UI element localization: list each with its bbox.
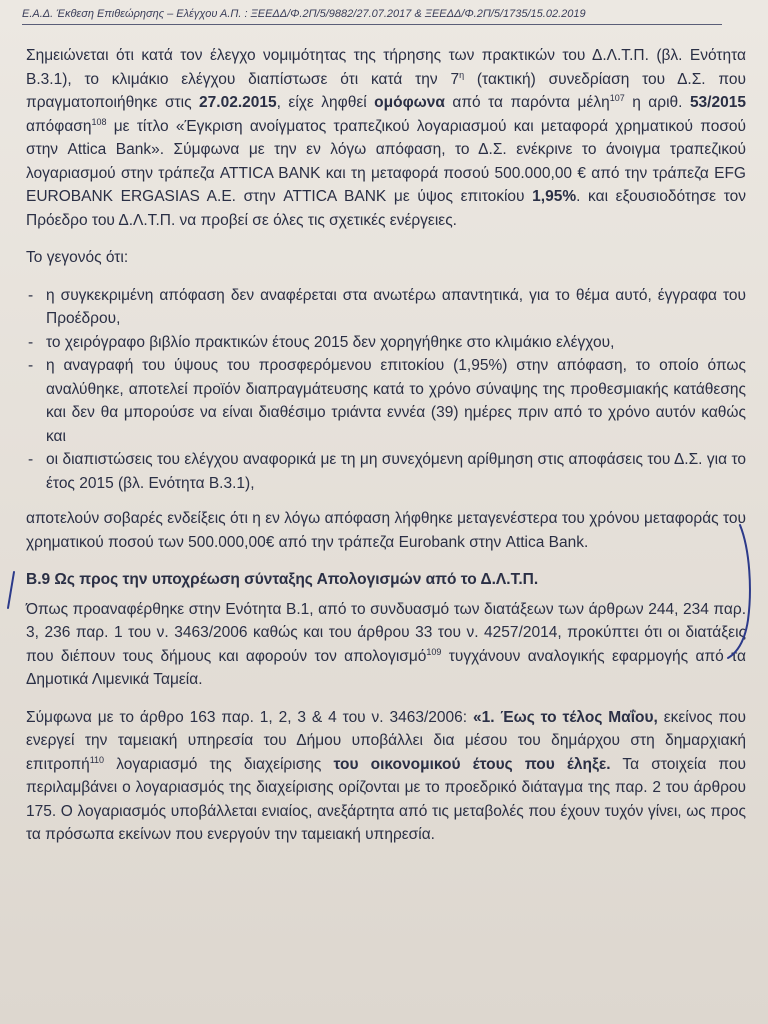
fact-intro: Το γεγονός ότι: — [26, 249, 129, 266]
pen-annotation-mark — [2, 570, 22, 610]
list-item: - η συγκεκριμένη απόφαση δεν αναφέρεται στα ανωτέρω απαντητικά, για το θέμα αυτό, έγγραφα του Προέδρου, — [26, 284, 746, 331]
page-header: Ε.Α.Δ. Έκθεση Επιθεώρησης – Ελέγχου Α.Π. : ΞΕΕΔΔ/Φ.2Π/5/9882/27.07.2017 & ΞΕΕΔΔ/Φ.2Π/5/1735/15.02.2019 — [22, 8, 722, 25]
document-body — [26, 44, 746, 861]
section-paragraph-1: Όπως προαναφέρθηκε στην Ενότητα Β.1, από το συνδυασμό των διατάξεων των άρθρων 244, 234 παρ. 3, 236 παρ. 1 του ν. 3463/2006 καθώς και του άρθρου 33 του ν. 4257/2014, προκύπτει ότι οι διατάξεις που διέπουν τους δήμους και αφορούν τον απολογισμό$^{109}$ τυγχάνουν αναλογικής εφαρμογής από τα Δημοτικά Λιμενικά Ταμεία. — [26, 600, 746, 688]
paragraph-decision: Σημειώνεται ότι κατά τον έλεγχο νομιμότητας της τήρησης των πρακτικών του Δ.Λ.Τ.Π. (βλ. Ενότητα Β.3.1), το κλιμάκιο ελέγχου διαπίστωσε ότι κατά την $7^\eta$ (τακτική) συνεδρίαση του Δ.Σ. που πραγματοποιήθηκε στις 27.02.2015, είχε ληφθεί ομόφωνα από τα παρόντα μέλη$^{107}$ η αριθ. 53/2015 απόφαση$^{108}$ με τίτλο «Έγκριση ανοίγματος τραπεζικού λογαριασμού και μεταφορά χρηματικού ποσού στην Attica Bank». Σύμφωνα με την εν λόγω απόφαση, το Δ.Σ. ενέκρινε το άνοιγμα τραπεζικού λογαριασμού στην τράπεζα ATTICA BANK και τη μεταφορά ποσού 500.000,00 € από την τράπεζα EFG EUROBANK ERGASIAS A.E. στην ATTICA BANK με ύψος επιτοκίου 1,95%. και εξουσιοδότησε τον Πρόεδρο του Δ.Λ.Τ.Π. να προβεί σε όλες τις σχετικές ενέργειες. — [26, 47, 746, 229]
list-item: - η αναγραφή του ύψους του προσφερόμενου επιτοκίου (1,95%) στην απόφαση, το οποίο όπως αναλύθηκε, αποτελεί προϊόν διαπραγμάτευσης κατά το χρόνο σύναψης της προθεσμιακής κατάθεσης και δεν θα μπορούσε να είναι διαθέσιμο τριάντα εννέα (39) ημέρες πριν από το χρόνο αυτόν καθώς και — [26, 354, 746, 448]
conclusion-paragraph: αποτελούν σοβαρές ενδείξεις ότι η εν λόγω απόφαση λήφθηκε μεταγενέστερα του χρόνου μεταφοράς του χρηματικού ποσού των 500.000,00€ από την τράπεζα Eurobank στην Attica Bank. — [26, 510, 746, 551]
fact-list — [26, 284, 746, 496]
section-paragraph-2: Σύμφωνα με το άρθρο 163 παρ. 1, 2, 3 & 4 του ν. 3463/2006: «1. Έως το τέλος Μαΐου, εκείνος που ενεργεί την ταμειακή υπηρεσία του Δήμου υποβάλλει δια μέσου του δημάρχου στη δημαρχιακή επιτροπή$^{110}$ λογαριασμό της διαχείρισης του οικονομικού έτους που έληξε. Τα στοιχεία που περιλαμβάνει ο λογαριασμός της διαχείρισης ορίζονται με το προεδρικό διάταγμα της παρ. 2 του άρθρου 175. Ο λογαριασμός υποβάλλεται ενιαίος, ανεξάρτητα από τις μεταβολές που έχουν τυχόν γίνει, ως προς τα πρόσωπα εκείνων που ενεργούν την ταμειακή υπηρεσία. — [26, 708, 747, 843]
list-item: - οι διαπιστώσεις του ελέγχου αναφορικά με τη μη συνεχόμενη αρίθμηση στις αποφάσεις του Δ.Σ. για το έτος 2015 (βλ. Ενότητα Β.3.1), — [26, 448, 746, 495]
pen-annotation-bracket — [710, 520, 760, 660]
list-item: - το χειρόγραφο βιβλίο πρακτικών έτους 2015 δεν χορηγήθηκε στο κλιμάκιο ελέγχου, — [26, 331, 746, 355]
section-heading: Β.9 Ως προς την υποχρέωση σύνταξης Απολογισμών από το Δ.Λ.Τ.Π. — [26, 571, 539, 588]
